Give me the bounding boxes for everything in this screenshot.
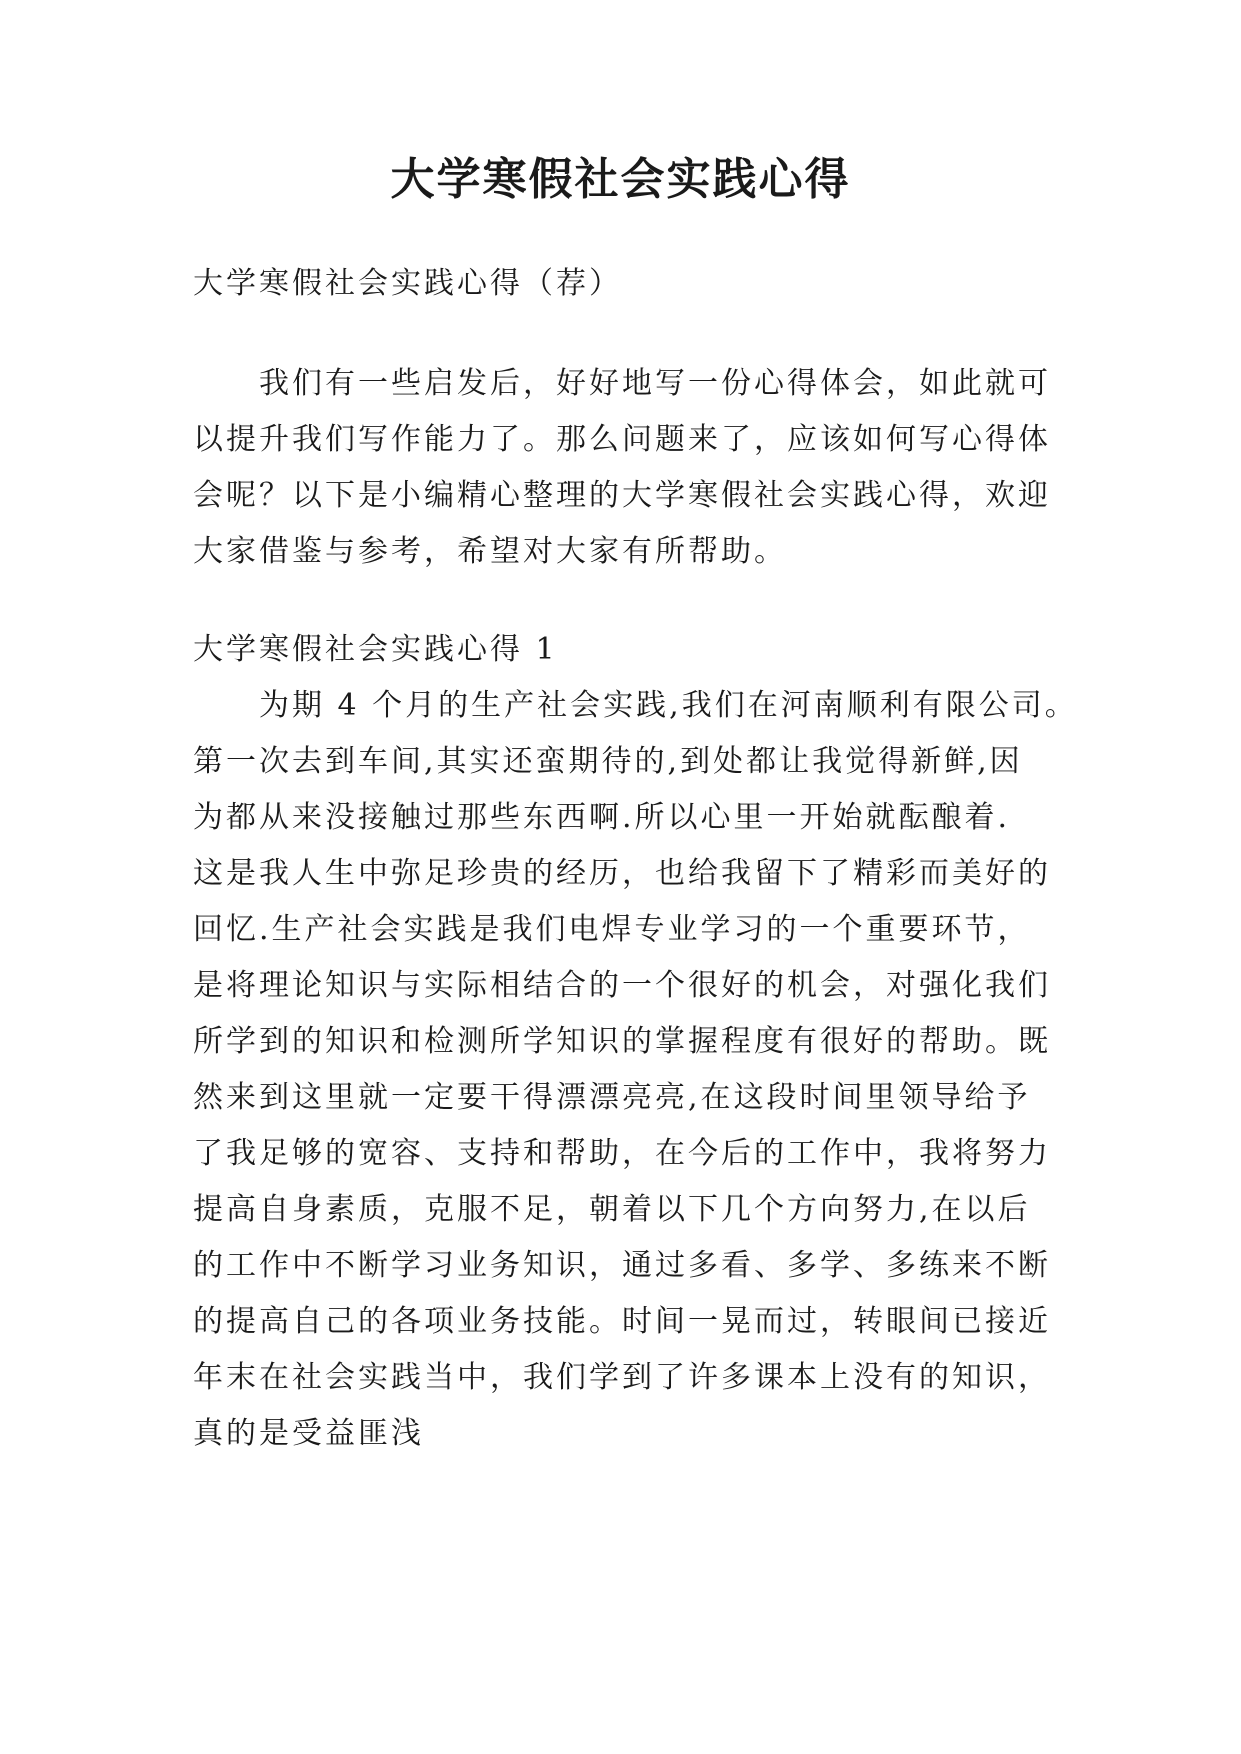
body-line: 的提高自己的各项业务技能。时间一晃而过，转眼间已接近 <box>193 1304 1051 1339</box>
section-heading: 大学寒假社会实践心得 1 <box>193 632 558 667</box>
body-line: 真的是受益匪浅 <box>193 1416 424 1451</box>
intro-line: 大家借鉴与参考，希望对大家有所帮助。 <box>193 534 787 569</box>
body-line: 回忆.生产社会实践是我们电焊专业学习的一个重要环节， <box>193 912 1031 947</box>
intro-line: 会呢？以下是小编精心整理的大学寒假社会实践心得，欢迎 <box>193 478 1051 513</box>
intro-line: 以提升我们写作能力了。那么问题来了，应该如何写心得体 <box>193 422 1051 457</box>
document-subtitle: 大学寒假社会实践心得（荐） <box>193 266 622 301</box>
body-line: 是将理论知识与实际相结合的一个很好的机会，对强化我们 <box>193 968 1051 1003</box>
body-line: 为期 4 个月的生产社会实践,我们在河南顺利有限公司。 <box>193 688 1078 723</box>
body-line: 提高自身素质，克服不足，朝着以下几个方向努力,在以后 <box>193 1192 1031 1227</box>
body-line: 年末在社会实践当中，我们学到了许多课本上没有的知识， <box>193 1360 1051 1395</box>
body-line: 了我足够的宽容、支持和帮助，在今后的工作中，我将努力 <box>193 1136 1051 1171</box>
body-line: 的工作中不断学习业务知识，通过多看、多学、多练来不断 <box>193 1248 1051 1283</box>
document-title: 大学寒假社会实践心得 <box>390 154 851 205</box>
body-line: 这是我人生中弥足珍贵的经历，也给我留下了精彩而美好的 <box>193 856 1051 891</box>
body-line: 然来到这里就一定要干得漂漂亮亮,在这段时间里领导给予 <box>193 1080 1031 1115</box>
body-line: 所学到的知识和检测所学知识的掌握程度有很好的帮助。既 <box>193 1024 1051 1059</box>
intro-line: 我们有一些启发后，好好地写一份心得体会，如此就可 <box>193 366 1051 401</box>
body-line: 为都从来没接触过那些东西啊.所以心里一开始就酝酿着. <box>193 800 1011 835</box>
body-line: 第一次去到车间,其实还蛮期待的,到处都让我觉得新鲜,因 <box>193 744 1023 779</box>
